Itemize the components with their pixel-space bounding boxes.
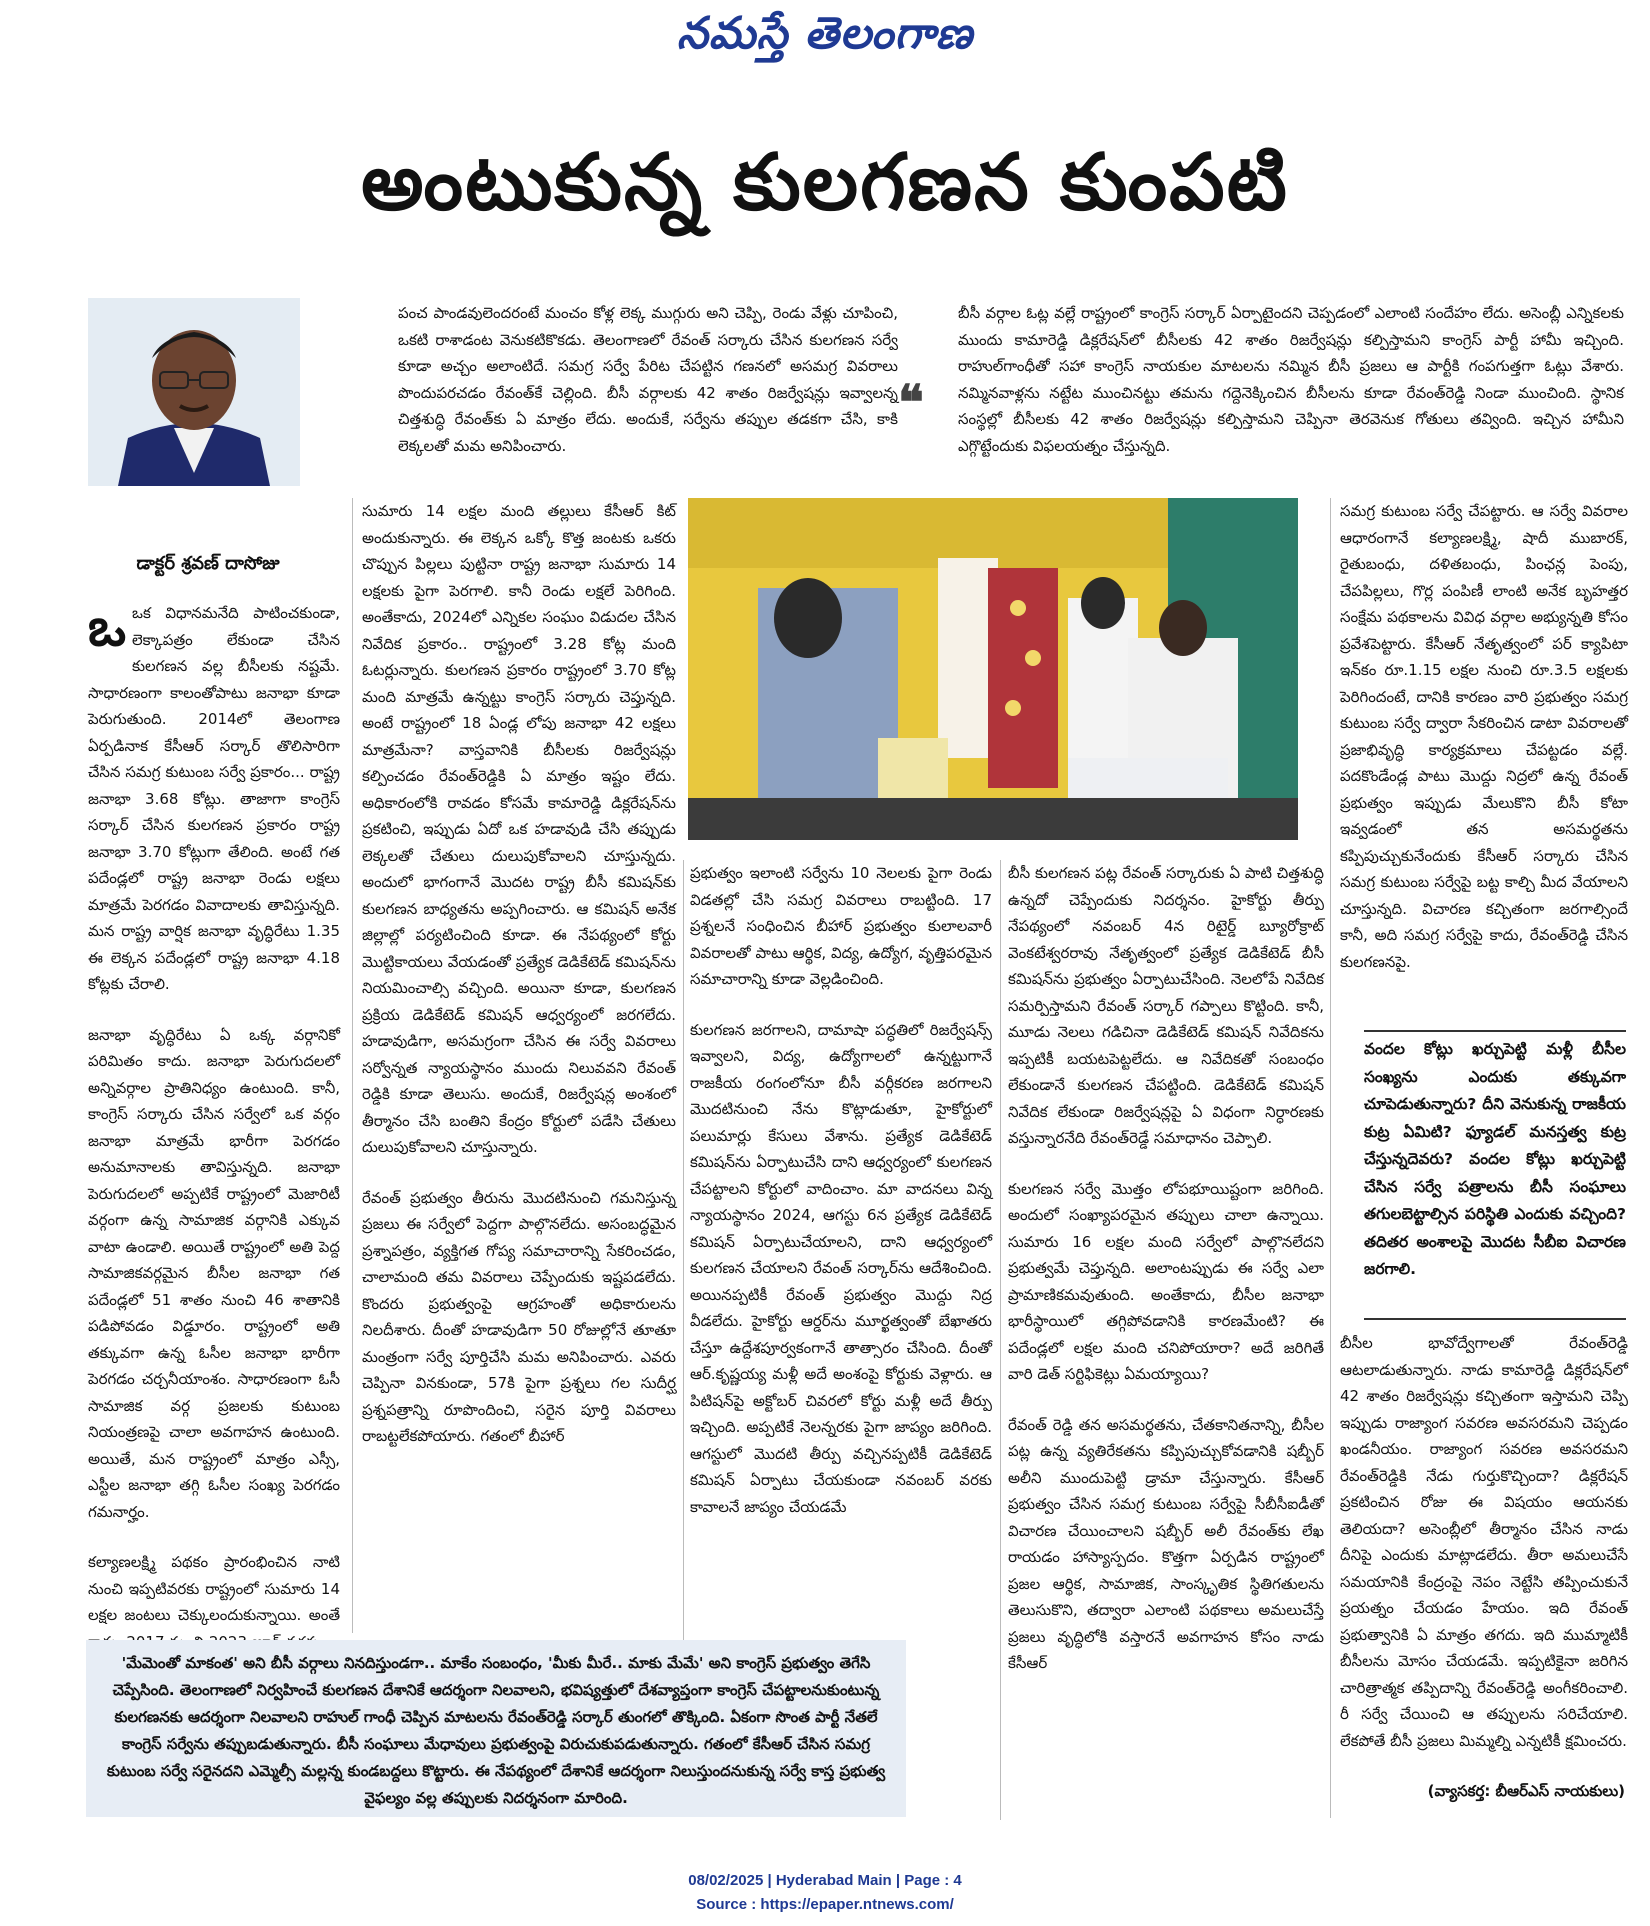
masthead-logo: నమస్తే తెలంగాణ — [676, 8, 974, 59]
author-byline: డాక్టర్ శ్రవణ్ దాసోజు — [136, 553, 280, 574]
column-1: ఒఒక విధానమనేది పాటించకుండా, లెక్కాపత్రం లేకుండా చేసిన కులగణన వల్ల బీసీలకు నష్టమే. సాధారణంగా కాలంతోపాటు జనాభా కూడా పెరుగుతుంది. 2014లో తెలంగాణ ఏర్పడినాక కేసీఆర్ సర్కార్ తొలిసారిగా చేసిన సమగ్ర కుటుంబ సర్వే ప్రకారం... రాష్ట్ర జనాభా 3.68 కోట్లు. తాజాగా కాంగ్రెస్ సర్కార్ చేసిన కులగణన ప్రకారం రాష్ట్ర జనాభా 3.70 కోట్లుగా తేలింది. అంటే గత పదేండ్లలో రాష్ట్ర జనాభా రెండు లక్షలు మాత్రమే పెరగడం వివాదాలకు తావిస్తున్నది. మన రాష్ట్ర వార్షిక జనాభా వృద్ధిరేటు 1.35 ఈ లెక్కన పదేండ్లలో రాష్ట్ర జనాభా 4.18 కోట్లకు చేరాలి. జనాభా వృద్ధిరేటు ఏ ఒక్క వర్గానికో పరిమితం కాదు. జనాభా పెరుగుదలలో అన్నివర్గాల ప్రాతినిధ్యం ఉంటుంది. కానీ, కాంగ్రెస్ సర్కారు చేసిన సర్వేలో ఒక వర్గం జనాభా మాత్రమే భారీగా పెరగడం అనుమానాలకు తావిస్తున్నది. జనాభా పెరుగుదలలో అప్పటికే రాష్ట్రంలో మెజారిటీ వర్గంగా ఉన్న సామాజిక వర్గానికి ఎక్కువ వాటా ఉండాలి. అయితే రాష్ట్రంలో అతి పెద్ద సామాజికవర్గమైన బీసీల జనాభా గత పదేండ్లలో 51 శాతం నుంచి 46 శాతానికి పడిపోవడం విడ్డూరం. రాష్ట్రంలో అతి తక్కువగా ఉన్న ఓసీల జనాభా భారీగా పెరగడం చర్చనీయాంశం. సాధారణంగా ఓసీ సామాజిక వర్గ ప్రజలకు కుటుంబ నియంత్రణపై చాలా అవగాహన ఉంటుంది. అయితే, మన రాష్ట్రంలో మాత్రం ఎస్సీ, ఎస్టీల జనాభా తగ్గి ఓసీల సంఖ్య పెరగడం గమనార్హం. కల్యాణలక్ష్మి పథకం ప్రారంభించిన నాటి నుంచి ఇప్పటివరకు రాష్ట్రంలో సుమారు 14 లక్షల జంటలు చెక్కులందుకున్నాయి. అంతే — [88, 597, 340, 1624]
survey-photo — [688, 498, 1298, 840]
headline: అంటుకున్న కులగణన కుంపటి — [361, 138, 1289, 228]
column-5-bottom: బీసీల భావోద్వేగాలతో రేవంత్‌రెడ్డి ఆటలాడుతున్నారు. నాడు కామారెడ్డి డిక్లరేషన్‌లో 42 శాతం రిజర్వేషన్లు కచ్చితంగా ఇస్తామని చెప్పి ఇప్పుడు రాజ్యాంగ సవరణ అవసరమని చెప్పడం ఖండనీయం. రాజ్యాంగ సవరణ అవసరమని రేవంత్‌రెడ్డికి నేడు గుర్తుకొచ్చిందా? డిక్లరేషన్ ప్రకటించిన రోజు ఈ విషయం ఆయనకు తెలియదా? అసెంబ్లీలో తీర్మానం చేసిన నాడు దీనిపై ఎందుకు మాట్లాడలేదు. తీరా అమలుచేసే సమయానికి కేంద్రంపై నెపం నెట్టేసి తప్పించుకునే ప్రయత్నం చేయడం హేయం. ఇది రేవంత్ ప్రభుత్వానికి ఏ మాత్రం తగదు. ఇది ముమ్మాటికీ బీసీలను మోసం చేయడమే. ఇప్పటికైనా జరిగిన చారిత్రాత్మక తప్పిదాన్ని రేవంత్‌రెడ్డి అంగీకరించాలి. రీ సర్వే చేయించి ఆ తప్పులను సరిచేయాలి. లేకపోతే బీసీ ప్రజలు మిమ్మల్ని ఎన్నటికీ క్షమించరు. — [1340, 1334, 1628, 1750]
pull-quote: వందల కోట్లు ఖర్చుపెట్టి మళ్లీ బీసీల సంఖ్యను ఎందుకు తక్కువగా చూపెడుతున్నారు? దీని వెనుకున్న రాజకీయ కుట్ర ఏమిటి? ఫ్యూడల్ మనస్తత్వ కుట్ర చేస్తున్నదెవరు? వందల కోట్లు ఖర్చుపెట్టి చేసిన సర్వే పత్రాలను బీసీ సంఘాలు తగులబెట్టాల్సిన పరిస్థితి ఎందుకు వచ్చింది? తదితర అంశాలపై మొదట సీబీఐ విచారణ జరగాలి. — [1364, 1040, 1626, 1278]
column-3: ప్రభుత్వం ఇలాంటి సర్వేను 10 నెలలకు పైగా రెండు విడతల్లో చేసి సమగ్ర వివరాలు రాబట్టింది. 17 ప్రశ్నలనే సంధించిన బీహార్ ప్రభుత్వం కులాలవారీ వివరాలతో పాటు ఆర్థిక, విద్య, ఉద్యోగ, వృత్తిపరమైన సమాచారాన్ని కూడా వెల్లడించింది. కులగణన జరగాలని, దామాషా పద్ధతిలో రిజర్వేషన్స్ ఇవ్వాలని, విద్య, ఉద్యోగాలలో ఉన్నట్టుగానే రాజకీయ రంగంలోనూ బీసీ వర్గీకరణ జరగాలని మొదటినుంచి నేను కొట్లాడుతూ, హైకోర్టులో పలుమార్లు కేసులు వేశాను. ప్రత్యేక డెడికేటెడ్ కమిషన్‌ను ఏర్పాటుచేసి దాని ఆధ్వర్యంలో కులగణన చేపట్టాలని కోర్టులో వాదించాం. మా వాదనలు విన్న న్యాయస్థానం 2024, ఆగస్టు 6న ప్రత్యేక డెడికేటెడ్ కమిషన్ ఏర్పాటుచేయాలని, దాని ఆధ్వర్యంలో కులగణన చేయాలని రేవంత్ సర్కార్‌ను ఆదేశించింది. అయినప్పటికీ రేవంత్ ప్రభుత్వం మొద్దు నిద్ర వీడలేదు. హైకోర్టు ఆర్డర్‌ను మూర్ఖత్వంతో బేఖాతరు చేస్తూ ఉద్దేశపూర్వకంగానే తాత్సారం చేసింది. దీంతో ఆర్.కృష్ణయ్య మళ్లీ అదే అంశంపై కోర్టుకు వెళ్లారు. ఆ పిటిషన్‌పై అక్టోబర్ చివరలో కోర్టు మళ్లీ అదే తీర్పు ఇచ్చింది. అప్పటికే నెలన్నరకు పైగా జాప్యం జరిగింది. ఆగస్టులో మొదటి తీర్పు వచ్చినప్పటికీ డెడికేటెడ్ కమిషన్ ఏర్పాటు చేయకుండా నవంబర్ వరకు కావాలనే జాప్యం చేయడమే — [690, 864, 992, 1516]
column-2: సుమారు 14 లక్షల మంది తల్లులు కేసీఆర్ కిట్ అందుకున్నారు. ఈ లెక్కన ఒక్కో కొత్త జంటకు ఒకరు చొప్పున పిల్లలు పుట్టినా రాష్ట్ర జనాభా సుమారు 14 లక్షలకు పైగా పెరగాలి. కానీ రెండు లక్షలే పెరిగింది. అంతేకాదు, 2024లో ఎన్నికల సంఘం విడుదల చేసిన నివేదిక ప్రకారం.. రాష్ట్రంలో 3.28 కోట్ల మంది ఓటర్లున్నారు. కులగణన ప్రకారం రాష్ట్రంలో 3.70 కోట్ల మంది మాత్రమే ఉన్నట్టు కాంగ్రెస్ సర్కారు చెప్తున్నది. అంటే రాష్ట్రంలో 18 ఏండ్ల లోపు జనాభా 42 లక్షలు మాత్రమేనా? వాస్తవానికి బీసీలకు రిజర్వేషన్లు కల్పించడం రేవంత్‌రెడ్డికి ఏ మాత్రం ఇష్టం లేదు. అధికారంలోకి రావడం కోసమే కామారెడ్డి డిక్లరేషన్‌ను ప్రకటించి, ఇప్పుడు ఏదో ఒక హడావుడి చేసి తప్పుడు లెక్కలతో చేతులు దులుపుకోవాలని చూస్తున్నదు. అందులో భాగంగానే మొదట రాష్ట్ర బీసీ కమిషన్‌కు కులగణన బాధ్యతను అప్పగించారు. ఆ కమిషన్ అనేక జిల్లాల్లో పర్యటించింది కూడా. ఈ నేపథ్యంలో కోర్టు మొట్టికాయలు వేయడంతో ప్రత్యేక డెడికేటెడ్ కమిషన్‌ను నియమించాల్సి వచ్చింది. అయినా కూడా, కులగణన ప్రక్రియ డెడికేటెడ్ కమిషన్ ఆధ్వర్యంలో జరగలేదు. హడావుడిగా, అసమగ్రంగా చేసిన ఈ సర్వే వివరాలు సర్వోన్నత న్యాయస్థానం ముందు నిలువవని రేవంత్ రెడ్డికి కూడా తెలుసు. అందుకే, రిజర్వేషన్ల అంశంలో తీర్మానం చేసి బంతిని కేంద్రం కోర్టులో పడేసి చేతులు దులుపుకోవాలని చూస్తున్నారు. రేవంత్ ప్రభుత్వం తీరును మొదటినుంచి గమనిస్తున్న ప్రజలు ఈ సర్వేలో పెద్దగా పాల్గొనలేదు. అసంబద్ధమైన ప్రశ్నాపత్రం, వ్యక్తిగత గోప్య సమాచారాన్ని సేకరించడం, చాలామంది తమ వివరాలు చెప్పేందుకు ఇష్టపడలేదు. కొందరు ప్రభుత్వంపై ఆగ్రహంతో అధికారులను నిలదీశారు. దీంతో హడావుడిగా 50 రోజుల్లోనే తూతూ మంత్రంగా సర్వే పూర్తిచేసి మమ అనిపించారు. ఎవరు చెప్పినా వినకుండా, 57కి పైగా ప్రశ్నలు గల సుదీర్ఘ ప్రశ్నపత్రాన్ని రూపొందించి, సరైన పూర్తి వివరాలు రాబట్టలేకపోయారు. గతంలో బీహార్ — [362, 502, 676, 1445]
page-footer-source[interactable]: Source : https://epaper.ntnews.com/ — [696, 1896, 954, 1913]
page-footer-info: 08/02/2025 | Hyderabad Main | Page : 4 — [688, 1872, 962, 1889]
intro-right: బీసీ వర్గాల ఓట్ల వల్లే రాష్ట్రంలో కాంగ్రెస్ సర్కార్ ఏర్పాటైందని చెప్పడంలో ఎలాంటి సందేహం లేదు. అసెంబ్లీ ఎన్నికలకు ముందు కామారెడ్డి డిక్లరేషన్‌లో బీసీలకు 42 శాతం రిజర్వేషన్లు కల్పిస్తామని కాంగ్రెస్ పార్టీ హామీ ఇచ్చింది. రాహుల్‌గాంధీతో సహా కాంగ్రెస్ నాయకుల మాటలను నమ్మిన బీసీ ప్రజలు ఆ పార్టీకి గంపగుత్తగా ఓట్లు వేశారు. నమ్మినవాళ్లను నట్టేట ముంచినట్టు తమను గద్దెనెక్కించిన బీసీలను కూడా రేవంత్‌రెడ్డి నిండా ముంచింది. స్థానిక సంస్థల్లో బీసీలకు 42 శాతం రిజర్వేషన్లు కల్పిస్తామని చెప్పినా తెరవెనుక గోతులు తవ్వింది. ఇచ్చిన హామీని ఎగ్గొట్టేందుకు విఫలయత్నం చేస్తున్నది. — [958, 304, 1624, 455]
author-credit: (వ్యాసకర్త: బీఆర్ఎస్ నాయకులు) — [1427, 1782, 1625, 1800]
author-photo — [88, 298, 300, 486]
drop-cap: ఒ — [88, 597, 127, 658]
intro-left: పంచ పాండవులెందరంటే మంచం కోళ్ల లెక్క ముగ్గురు అని చెప్పి, రెండు వేళ్లు చూపించి, ఒకటి రాశాడంట వెనుకటికొకడు. తెలంగాణలో రేవంత్ సర్కారు చేసిన కులగణన సర్వే కూడా అచ్చం అలాంటిదే. సమగ్ర సర్వే పేరిట చేపట్టిన గణనలో అసమగ్ర వివరాలు పొందుపరచడం రేవంత్‌కే చెల్లింది. బీసీ వర్గాలకు 42 శాతం రిజర్వేషన్లు ఇవ్వాలన్న చిత్తశుద్ధి రేవంత్‌కు ఏ మాత్రం లేదు. అందుకే, సర్వేను తప్పుల తడకగా చేసి, కాకి లెక్కలతో మమ అనిపించారు. — [398, 304, 898, 455]
column-divider — [352, 498, 353, 1633]
column-divider — [1000, 860, 1001, 1820]
quote-icon: ❝ — [898, 375, 924, 431]
callout-rule — [1364, 1030, 1626, 1032]
column-divider — [1330, 498, 1331, 1818]
column-5-top: సమగ్ర కుటుంబ సర్వే చేపట్టారు. ఆ సర్వే వివరాల ఆధారంగానే కల్యాణలక్ష్మి, షాదీ ముబారక్, రైతుబంధు, దళితబంధు, పింఛన్ల పెంపు, చేపపిల్లలు, గొర్ల పంపిణీ లాంటి అనేక బృహత్తర సంక్షేమ పథకాలను వివిధ వర్గాల అభ్యున్నతి కోసం ప్రవేశపెట్టారు. కేసీఆర్ నేతృత్వంలో పర్ క్యాపిటా ఇన్‌కం రూ.1.15 లక్షల నుంచి రూ.3.5 లక్షలకు పెరిగిందంటే, దానికి కారణం వారి ప్రభుత్వం సమగ్ర కుటుంబ సర్వే ద్వారా సేకరించిన డాటా వివరాలతో ప్రజాభివృద్ధి కార్యక్రమాలు చేపట్టడం వల్లే. పదకొండేండ్ల పాటు మొద్దు నిద్రలో ఉన్న రేవంత్ ప్రభుత్వం ఇప్పుడు మేలుకొని బీసీ కోటా ఇవ్వడంలో తన అసమర్థతను కప్పిపుచ్చుకునేందుకు కేసీఆర్ సర్కారు చేసిన సమగ్ర కుటుంబ సర్వేపై బట్ట కాల్చి మీద వేయాలని చూస్తున్నది. విచారణ కచ్చితంగా జరగాల్సిందే కానీ, అది సమగ్ర సర్వేపై కాదు, రేవంత్‌రెడ్డి చేసిన కులగణనపై. — [1340, 502, 1628, 971]
callout-rule — [1364, 1318, 1626, 1320]
highlight-box: 'మేమెంతో మాకంత' అని బీసీ వర్గాలు నినదిస్తుండగా.. మాకేం సంబంధం, 'మీకు మీరే.. మాకు మేమే' అని కాంగ్రెస్ ప్రభుత్వం తెగేసి చెప్పేసింది. తెలంగాణలో నిర్వహించే కులగణన దేశానికే ఆదర్శంగా నిలవాలని, భవిష్యత్తులో దేశవ్యాప్తంగా కాంగ్రెస్ చేపట్టాలనుకుంటున్న కులగణనకు ఆదర్శంగా నిలవాలని రాహుల్ గాంధీ చెప్పిన మాటలను రేవంత్‌రెడ్డి సర్కార్ తుంగలో తొక్కింది. ఏకంగా సొంత పార్టీ నేతలే కాంగ్రెస్ సర్వేను తప్పుబడుతున్నారు. బీసీ సంఘాలు మేధావులు ప్రభుత్వంపై విరుచుకుపడుతున్నారు. గతంలో కేసీఆర్ చేసిన సమగ్ర కుటుంబ సర్వే సరైనదని ఎమ్మెల్సీ మల్లన్న కుండబద్దలు కొట్టారు. ఈ నేపథ్యంలో దేశానికే ఆదర్శంగా నిలుస్తుందనుకున్న సర్వే కాస్త ప్రభుత్వ వైఫల్యం వల్ల తప్పులకు నిదర్శనంగా మారింది. — [86, 1640, 906, 1817]
column-4: బీసీ కులగణన పట్ల రేవంత్ సర్కారుకు ఏ పాటి చిత్తశుద్ధి ఉన్నదో చెప్పేందుకు నిదర్శనం. హైకోర్టు తీర్పు నేపథ్యంలో నవంబర్ 4న రిటైర్డ్ బ్యూరోక్రాట్ వెంకటేశ్వరరావు నేతృత్వంలో ప్రత్యేక డెడికేటెడ్ బీసీ కమిషన్‌ను ప్రభుత్వం ఏర్పాటుచేసింది. నెలలోపే నివేదిక సమర్పిస్తామని రేవంత్ సర్కార్ గప్పాలు కొట్టింది. కానీ, మూడు నెలలు గడిచినా డెడికేటెడ్ కమిషన్ నివేదికను ఇప్పటికీ బయటపెట్టలేదు. ఆ నివేదికతో సంబంధం లేకుండానే కులగణన చేపట్టింది. డెడికేటెడ్ కమిషన్ నివేదిక లేకుండా రిజర్వేషన్లపై ఏ విధంగా నిర్ధారణకు వస్తున్నారనేది రేవంత్‌రెడ్డే సమాధానం చెప్పాలి. కులగణన సర్వే మొత్తం లోపభూయిష్టంగా జరిగింది. అందులో సంఖ్యాపరమైన తప్పులు చాలా ఉన్నాయి. సుమారు 16 లక్షల మంది సర్వేలో పాల్గొనలేదని ప్రభుత్వమే చెప్తున్నది. అలాంటప్పుడు ఈ సర్వే ఎలా ప్రామాణికమవుతుంది. అంతేకాదు, బీసీల జనాభా భారీస్థాయిలో తగ్గిపోవడానికి కారణమేంటి? ఈ పదేండ్లలో లక్షల మంది చనిపోయారా? అదే జరిగితే వారి డెత్ సర్టిఫికెట్లు ఏమయ్యాయి? రేవంత్ రెడ్డి తన అసమర్థతను, చేతకానితనాన్ని, బీసీల పట్ల ఉన్న వ్యతిరేకతను కప్పిపుచ్చుకోవడానికి షబ్బీర్ అలీని ముందుపెట్టి డ్రామా చేస్తున్నారు. కేసీఆర్ ప్రభుత్వం చేసిన సమగ్ర కుటుంబ సర్వేపై సీబీసీఐడీతో విచారణ చేయించాలని షబ్బీర్ అలీ రేవంత్‌కు లేఖ రాయడం హాస్యాస్పదం. కొత్తగా ఏర్పడిన రాష్ట్రంలో ప్రజల ఆర్థిక, సామాజిక, సాంస్కృతిక స్థితిగతులను తెలుసుకొని, తద్వారా ఎలాంటి పథకాలు అమలుచేస్తే ప్రజలు వృద్ధిలోకి వస్తారనే అవగాహన కోసం నాడు కేసీఆర్ — [1008, 864, 1324, 1672]
